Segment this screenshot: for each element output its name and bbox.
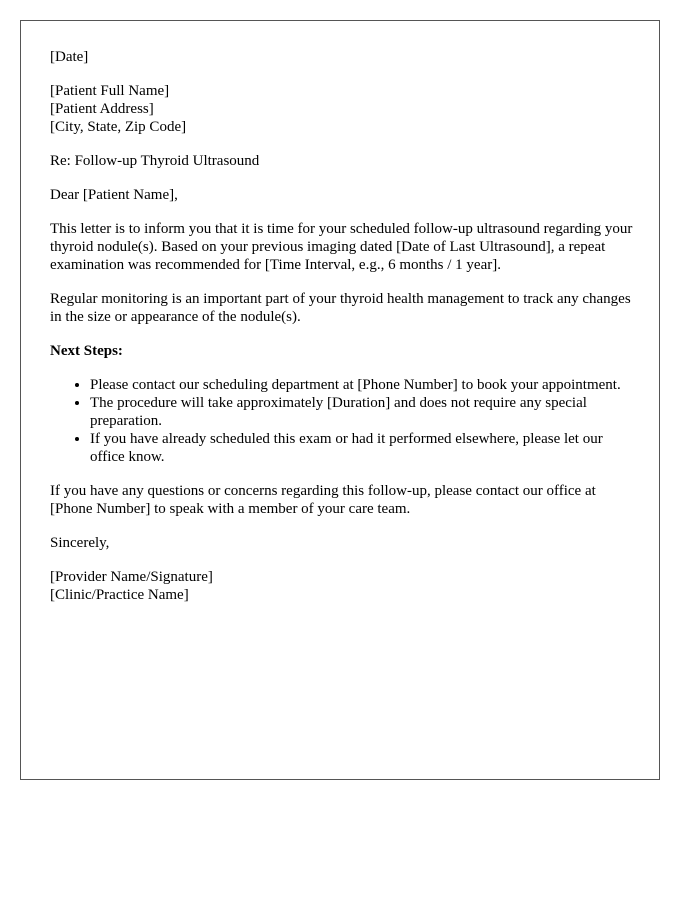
list-item: • The procedure will take approximately [Duration] and does not require any special preparation. (90, 394, 638, 430)
closing-paragraph: If you have any questions or concerns regarding this follow-up, please contact our office at [Phone Number] to speak with a member of your care team. (50, 483, 596, 517)
recipient-name: [Patient Full Name] (50, 83, 170, 99)
provider-signature: [Provider Name/Signature] (50, 569, 213, 585)
clinic-name: [Clinic/Practice Name] (50, 587, 189, 603)
next-steps-list (50, 376, 638, 466)
body-paragraph-monitoring: Regular monitoring is an important part of your thyroid health management to track any changes in the size or appearance of the nodule(s). (50, 291, 631, 325)
recipient-address (50, 82, 638, 136)
next-steps-heading: Next Steps: (50, 343, 123, 359)
list-item: • Please contact our scheduling department at [Phone Number] to book your appointment. (90, 376, 638, 394)
subject-line: Re: Follow-up Thyroid Ultrasound (50, 153, 260, 169)
signature-block (50, 568, 638, 604)
closing-word: Sincerely, (50, 535, 110, 551)
date-line (50, 48, 638, 66)
letter-page (20, 20, 660, 780)
salutation: Dear [Patient Name], (50, 187, 178, 203)
letter-body (50, 48, 638, 620)
recipient-city-line: [City, State, Zip Code] (50, 119, 187, 135)
recipient-address-line: [Patient Address] (50, 101, 154, 117)
list-item: • If you have already scheduled this exam or had it performed elsewhere, please let our office know. (90, 430, 638, 466)
letter-date: [Date] (50, 49, 89, 65)
body-paragraph-intro: This letter is to inform you that it is time for your scheduled follow-up ultrasound regarding your thyroid nodule(s). Based on your previous imaging dated [Date of Last Ultrasound], a repeat examination was recommended for [Time Interval, e.g., 6 months / 1 year]. (50, 221, 633, 273)
